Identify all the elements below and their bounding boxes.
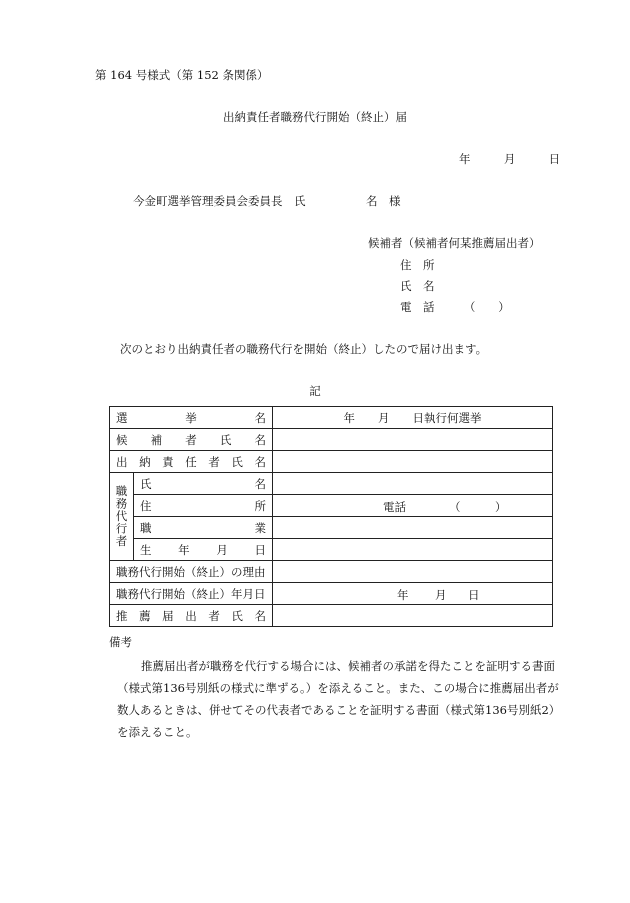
proxy-birth-value[interactable] <box>273 539 553 561</box>
proxy-phone-paren: （ ） <box>449 500 507 514</box>
recommender-name-label: 推 薦 届 出 者 氏 名 <box>110 605 273 627</box>
start-date-year: 年 <box>397 588 409 602</box>
election-name-value[interactable]: 年 月 日執行何選挙 <box>273 407 553 429</box>
table-row-proxy-name <box>110 473 553 495</box>
table-row-proxy-birth <box>110 539 553 561</box>
treasurer-name-value[interactable] <box>273 451 553 473</box>
election-name-label: 選 挙 名 <box>110 407 273 429</box>
table-row-recommender <box>110 605 553 627</box>
addressee-suffix: 名 様 <box>366 194 401 208</box>
addressee: 今金町選挙管理委員会委員長 氏 <box>133 194 306 208</box>
applicant-phone-label: 電 話 <box>400 300 435 314</box>
proxy-occupation-label: 職 業 <box>134 517 273 539</box>
remarks-text: 推薦届出者が職務を代行する場合には、候補者の承諾を得たことを証明する書面（様式第136号別紙の様式に準ずる。）を添えること。また、この場合に推薦届出者が数人あるときは、併せてその代表者であることを証明する書面（様式第136号別紙2）を添えること。 <box>117 659 559 739</box>
applicant-role: 候補者（候補者何某推薦届出者） <box>368 236 541 250</box>
table-row-treasurer <box>110 451 553 473</box>
start-date-value[interactable] <box>273 583 553 605</box>
proxy-address-value[interactable] <box>273 495 553 517</box>
treasurer-name-label: 出 納 責 任 者 氏 名 <box>110 451 273 473</box>
date-month: 月 <box>503 152 516 166</box>
proxy-form-table <box>109 406 553 627</box>
document-title: 出納責任者職務代行開始（終止）届 <box>223 110 407 124</box>
start-date-month: 月 <box>435 588 447 602</box>
submission-date <box>459 151 560 167</box>
remarks <box>109 655 559 743</box>
table-row-election <box>110 407 553 429</box>
applicant-address-label: 住 所 <box>400 258 435 272</box>
proxy-occupation-value[interactable] <box>273 517 553 539</box>
applicant-name-label: 氏 名 <box>400 279 435 293</box>
applicant-phone <box>400 299 510 315</box>
ki-heading: 記 <box>309 384 321 398</box>
date-year: 年 <box>459 152 471 166</box>
table-row-candidate <box>110 429 553 451</box>
proxy-phone-label: 電話 <box>383 500 406 514</box>
remarks-title: 備考 <box>109 635 132 649</box>
recommender-name-value[interactable] <box>273 605 553 627</box>
reason-label: 職務代行開始（終止）の理由 <box>110 561 273 583</box>
candidate-name-label: 候 補 者 氏 名 <box>110 429 273 451</box>
start-date-label: 職務代行開始（終止）年月日 <box>110 583 273 605</box>
table-row-proxy-address <box>110 495 553 517</box>
proxy-name-label: 氏 名 <box>134 473 273 495</box>
candidate-name-value[interactable] <box>273 429 553 451</box>
body-text: 次のとおり出納責任者の職務代行を開始（終止）したので届け出ます。 <box>120 342 488 356</box>
proxy-birth-label: 生 年 月 日 <box>134 539 273 561</box>
table-row-reason <box>110 561 553 583</box>
proxy-name-value[interactable] <box>273 473 553 495</box>
proxy-side-label: 職務代行者 <box>110 473 134 561</box>
proxy-address-label: 住 所 <box>134 495 273 517</box>
form-number: 第 164 号様式（第 152 条関係） <box>95 68 269 82</box>
reason-value[interactable] <box>273 561 553 583</box>
table-row-proxy-occupation <box>110 517 553 539</box>
start-date-day: 日 <box>468 588 480 602</box>
table-row-start-date <box>110 583 553 605</box>
applicant-phone-paren: （ ） <box>463 300 510 314</box>
date-day: 日 <box>548 152 561 166</box>
